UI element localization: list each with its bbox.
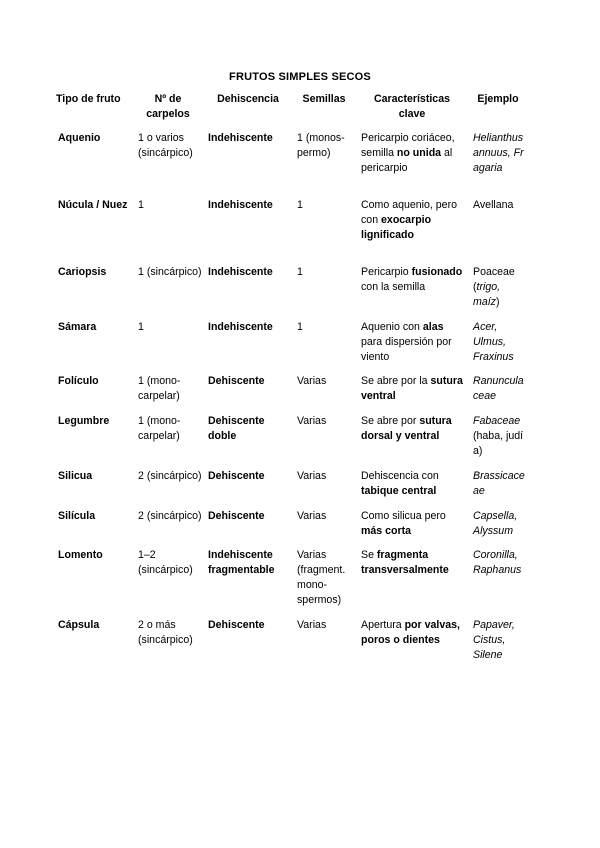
cell-caracteristicas: Se abre por sutura dorsal y ventral bbox=[361, 415, 452, 442]
cell-ejemplo: Fabaceae (haba, judía) bbox=[473, 415, 524, 457]
cell-caracteristicas: Se abre por la sutura ventral bbox=[361, 375, 463, 402]
cell-ejemplo: Acer, Ulmus, Fraxinus bbox=[473, 321, 514, 363]
cell-caracteristicas: Aquenio con alas para dispersión por viento bbox=[361, 321, 452, 363]
cell-caracteristicas: Pericarpio fusionado con la semilla bbox=[361, 266, 463, 293]
cell-tipo: Cariopsis bbox=[58, 266, 107, 278]
header-ejemplo: Ejemplo bbox=[477, 93, 519, 105]
cell-ejemplo: Poaceae (trigo, maíz) bbox=[473, 266, 515, 308]
cell-ejemplo: Helianthus annuus, Fragaria bbox=[473, 132, 524, 174]
cell-tipo: Silícula bbox=[58, 510, 96, 522]
cell-carpelos: 2 o más (sincárpico) bbox=[138, 619, 193, 646]
cell-carpelos: 1 bbox=[138, 321, 144, 333]
header-caracteristicas: Características clave bbox=[374, 93, 450, 120]
cell-carpelos: 1 bbox=[138, 199, 144, 211]
cell-caracteristicas: Como silicua pero más corta bbox=[361, 510, 446, 537]
cell-semillas: 1 (monos-permo) bbox=[297, 132, 345, 159]
cell-ejemplo: Avellana bbox=[473, 199, 514, 211]
cell-dehiscencia: Dehiscente bbox=[208, 470, 265, 482]
cell-ejemplo: Brassicaceae bbox=[473, 470, 525, 497]
cell-semillas: Varias bbox=[297, 415, 327, 427]
cell-dehiscencia: Indehiscente bbox=[208, 132, 273, 144]
cell-tipo: Núcula / Nuez bbox=[58, 199, 128, 211]
cell-tipo: Cápsula bbox=[58, 619, 100, 631]
cell-semillas: Varias bbox=[297, 510, 327, 522]
cell-caracteristicas: Se fragmenta transversalmente bbox=[361, 549, 449, 576]
header-tipo: Tipo de fruto bbox=[56, 93, 121, 105]
cell-carpelos: 2 (sincárpico) bbox=[138, 510, 202, 522]
header-dehiscencia: Dehiscencia bbox=[217, 93, 279, 105]
cell-caracteristicas: Apertura por valvas, poros o dientes bbox=[361, 619, 460, 646]
cell-semillas: 1 bbox=[297, 266, 303, 278]
cell-carpelos: 1 (mono-carpelar) bbox=[138, 375, 181, 402]
cell-caracteristicas: Dehiscencia con tabique central bbox=[361, 470, 439, 497]
cell-semillas: Varias bbox=[297, 619, 327, 631]
cell-tipo: Aquenio bbox=[58, 132, 101, 144]
cell-semillas: Varias (fragment. mono-spermos) bbox=[297, 549, 346, 606]
cell-caracteristicas: Como aquenio, pero con exocarpio lignificado bbox=[361, 199, 457, 241]
cell-tipo: Legumbre bbox=[58, 415, 110, 427]
cell-dehiscencia: Indehiscente bbox=[208, 199, 273, 211]
cell-dehiscencia: Dehiscente doble bbox=[208, 415, 265, 442]
cell-tipo: Folículo bbox=[58, 375, 99, 387]
cell-semillas: 1 bbox=[297, 199, 303, 211]
cell-tipo: Lomento bbox=[58, 549, 103, 561]
cell-carpelos: 1 (sincárpico) bbox=[138, 266, 202, 278]
cell-ejemplo: Coronilla, Raphanus bbox=[473, 549, 522, 576]
cell-ejemplo: Capsella, Alyssum bbox=[473, 510, 518, 537]
cell-carpelos: 1 o varios (sincárpico) bbox=[138, 132, 193, 159]
cell-semillas: Varias bbox=[297, 470, 327, 482]
cell-ejemplo: Papaver, Cistus, Silene bbox=[473, 619, 515, 661]
cell-tipo: Silicua bbox=[58, 470, 93, 482]
header-carpelos: Nº de carpelos bbox=[146, 93, 190, 120]
cell-dehiscencia: Dehiscente bbox=[208, 619, 265, 631]
page-title: FRUTOS SIMPLES SECOS bbox=[229, 71, 371, 83]
cell-dehiscencia: Dehiscente bbox=[208, 375, 265, 387]
cell-semillas: Varias bbox=[297, 375, 327, 387]
cell-carpelos: 2 (sincárpico) bbox=[138, 470, 202, 482]
cell-ejemplo: Ranunculaceae bbox=[473, 375, 524, 402]
cell-dehiscencia: Indehiscente bbox=[208, 266, 273, 278]
cell-caracteristicas: Pericarpio coriáceo, semilla no unida al pericarpio bbox=[361, 132, 455, 174]
cell-carpelos: 1 (mono-carpelar) bbox=[138, 415, 181, 442]
cell-dehiscencia: Indehiscente bbox=[208, 321, 273, 333]
cell-tipo: Sámara bbox=[58, 321, 97, 333]
cell-carpelos: 1–2 (sincárpico) bbox=[138, 549, 193, 576]
cell-dehiscencia: Dehiscente bbox=[208, 510, 265, 522]
cell-semillas: 1 bbox=[297, 321, 303, 333]
header-semillas: Semillas bbox=[302, 93, 346, 105]
cell-dehiscencia: Indehiscente fragmentable bbox=[208, 549, 275, 576]
